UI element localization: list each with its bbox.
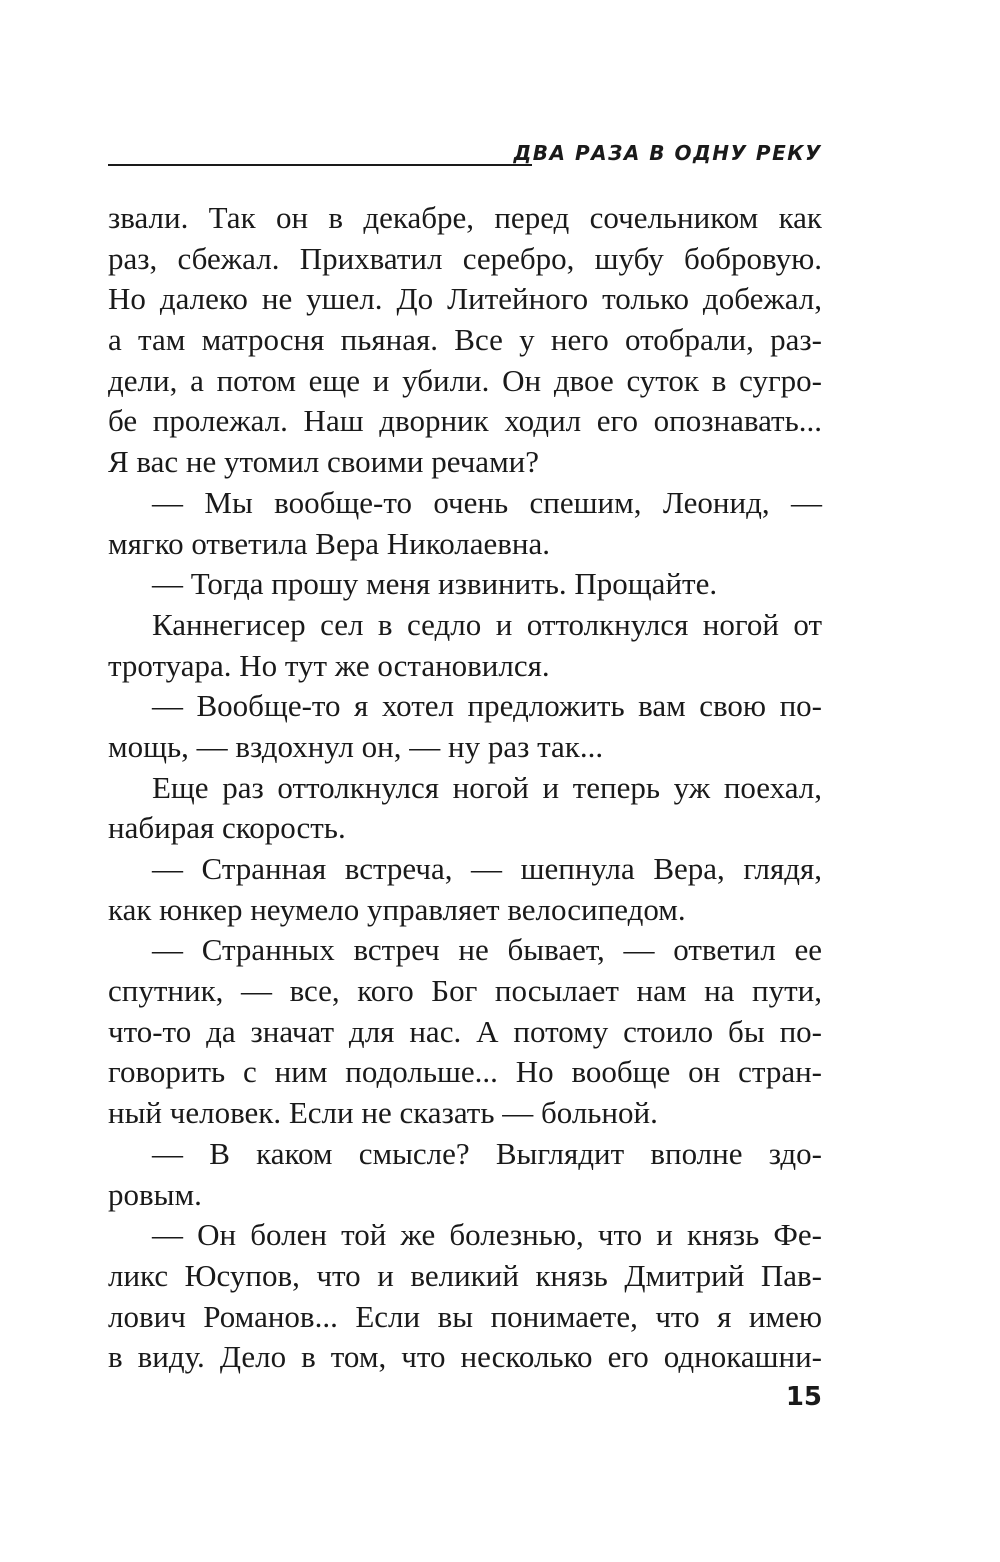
text-line: спутник, — все, кого Бог посылает нам на пути, (108, 973, 822, 1009)
text-line: ный человек. Если не сказать — больной. (108, 1095, 658, 1131)
text-line: — Странная встреча, — шепнула Вера, глядя, (152, 851, 822, 886)
body-text (108, 198, 822, 1378)
page-number: 15 (785, 1382, 822, 1412)
text-line: бе пролежал. Наш дворник ходил его опознавать... (108, 403, 822, 439)
text-line: Еще раз оттолкнулся ногой и теперь уж поехал, (152, 769, 822, 805)
running-header (108, 138, 822, 174)
text-line: тротуара. Но тут же остановился. (108, 647, 550, 683)
text-line: Я вас не утомил своими речами? (108, 444, 540, 480)
text-line: а там матросня пьяная. Все у него отобрали, раз- (108, 322, 822, 358)
text-line: набирая скорость. (108, 810, 346, 846)
text-line: говорить с ним подольше... Но вообще он стран- (108, 1054, 822, 1090)
text-line: в виду. Дело в том, что несколько его однокашни- (108, 1339, 822, 1375)
text-line: — Он болен той же болезнью, что и князь Фе- (152, 1217, 822, 1253)
text-line: — Мы вообще-то очень спешим, Леонид, — (152, 484, 822, 520)
text-line: что-то да значат для нас. А потому стоило бы по- (108, 1013, 822, 1049)
text-line: — Вообще-то я хотел предложить вам свою по- (152, 688, 822, 724)
running-title: ДВА РАЗА В ОДНУ РЕКУ (513, 141, 822, 165)
text-line: раз, сбежал. Прихватил серебро, шубу бобровую. (108, 240, 822, 276)
text-line: — В каком смысле? Выглядит вполне здо- (152, 1135, 822, 1171)
text-line: ликс Юсупов, что и великий князь Дмитрий Пав- (108, 1257, 822, 1293)
text-line: — Странных встреч не бывает, — ответил ее (152, 932, 822, 968)
text-line: лович Романов... Если вы понимаете, что я имею (108, 1298, 822, 1334)
text-line: дели, а потом еще и убили. Он двое суток в сугро- (108, 362, 822, 398)
text-line: Но далеко не ушел. До Литейного только добежал, (108, 281, 822, 317)
text-line: звали. Так он в декабре, перед сочельником как (108, 200, 822, 235)
text-line: ровым. (108, 1176, 202, 1212)
text-line: мягко ответила Вера Николаевна. (108, 525, 551, 561)
header-rule (108, 164, 532, 166)
text-line: Каннегисер сел в седло и оттолкнулся ногой от (152, 606, 822, 642)
text-line: как юнкер неумело управляет велосипедом. (108, 891, 686, 927)
text-line: — Тогда прошу меня извинить. Прощайте. (152, 566, 718, 602)
text-line: мощь, — вздохнул он, — ну раз так... (108, 728, 604, 764)
